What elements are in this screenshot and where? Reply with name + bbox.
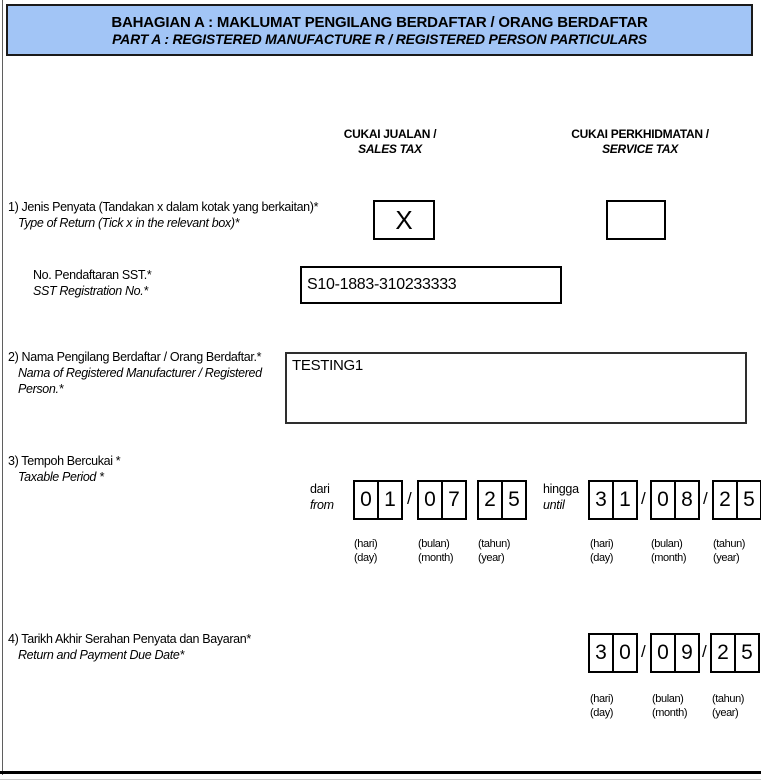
sst-number-label-malay: No. Pendaftaran SST.*	[33, 268, 152, 282]
period-until-month-digit-1[interactable]: 0	[657, 488, 669, 511]
q2-label-malay: 2) Nama Pengilang Berdaftar / Orang Berdaftar.*	[8, 350, 262, 364]
sst-number-label	[33, 267, 283, 299]
period-until-year-digit-1[interactable]: 2	[719, 488, 731, 511]
until-label-english: until	[543, 498, 565, 512]
period-until-month-field[interactable]	[650, 480, 700, 520]
period-from-day-digit-2[interactable]: 1	[377, 482, 401, 518]
part-a-title-malay: BAHAGIAN A : MAKLUMAT PENGILANG BERDAFTAR / ORANG BERDAFTAR	[111, 13, 648, 31]
form-bottom-border	[0, 771, 761, 774]
period-from-month-digit-2[interactable]: 7	[441, 482, 465, 518]
q3-label-malay: 3) Tempoh Bercukai *	[8, 454, 121, 468]
form-left-border	[2, 0, 3, 775]
period-until-day-digit-2[interactable]: 1	[612, 482, 636, 518]
until-month-year-separator: /	[703, 489, 708, 508]
from-label	[310, 481, 334, 513]
q2-label	[8, 349, 285, 397]
from-month-unit-label: (bulan) (month)	[418, 538, 454, 564]
until-label-malay: hingga	[543, 482, 579, 496]
period-until-month-digit-2[interactable]: 8	[674, 482, 698, 518]
sst-number-label-english: SST Registration No.*	[33, 284, 148, 298]
q3-label-english: Taxable Period *	[18, 470, 104, 484]
due-date-month-field[interactable]	[650, 633, 700, 673]
q4-label	[8, 631, 368, 663]
registered-name-field[interactable]	[285, 352, 747, 424]
q1-label-english: Type of Return (Tick x in the relevant box)*	[18, 216, 240, 230]
period-from-year-digit-2[interactable]: 5	[501, 482, 525, 518]
period-until-day-digit-1[interactable]: 3	[595, 488, 607, 511]
from-day-unit-label: (hari) (day)	[354, 538, 378, 564]
due-date-day-digit-2[interactable]: 0	[612, 635, 636, 671]
due-date-year-field[interactable]	[710, 633, 760, 673]
due-date-month-digit-1[interactable]: 0	[657, 641, 669, 664]
from-label-malay: dari	[310, 482, 330, 496]
period-from-year-digit-1[interactable]: 2	[484, 488, 496, 511]
part-a-title-english: PART A : REGISTERED MANUFACTURE R / REGISTERED PERSON PARTICULARS	[112, 30, 647, 47]
period-until-day-field[interactable]	[588, 480, 638, 520]
q1-label	[8, 199, 368, 231]
sales-tax-label-malay: CUKAI JUALAN /	[343, 127, 437, 141]
period-from-day-field[interactable]	[353, 480, 403, 520]
until-year-unit-label: (tahun) (year)	[713, 538, 746, 564]
until-label	[543, 481, 579, 513]
column-header-sales-tax	[310, 127, 470, 157]
column-header-service-tax	[548, 127, 732, 157]
due-date-day-field[interactable]	[588, 633, 638, 673]
period-from-year-field[interactable]	[477, 480, 527, 520]
sales-tax-return-checkbox-value: X	[395, 204, 413, 235]
service-tax-label-english: SERVICE TAX	[602, 142, 678, 156]
q1-label-malay: 1) Jenis Penyata (Tandakan x dalam kotak yang berkaitan)*	[8, 200, 319, 214]
from-year-unit-label: (tahun) (year)	[478, 538, 511, 564]
service-tax-label-malay: CUKAI PERKHIDMATAN /	[571, 127, 709, 141]
due-date-day-month-separator: /	[641, 642, 646, 661]
due-date-year-digit-2[interactable]: 5	[734, 635, 758, 671]
due-date-year-unit-label: (tahun) (year)	[712, 693, 745, 719]
period-until-year-digit-2[interactable]: 5	[736, 482, 760, 518]
due-date-month-digit-2[interactable]: 9	[674, 635, 698, 671]
period-from-day-digit-1[interactable]: 0	[360, 488, 372, 511]
period-from-month-field[interactable]	[417, 480, 467, 520]
sst-registration-number-value: S10-1883-310233333	[307, 276, 457, 293]
part-a-header	[6, 4, 753, 56]
service-tax-return-checkbox[interactable]	[606, 200, 666, 240]
period-from-month-digit-1[interactable]: 0	[424, 488, 436, 511]
due-date-month-year-separator: /	[702, 642, 707, 661]
sales-tax-return-checkbox[interactable]	[373, 200, 435, 240]
from-label-english: from	[310, 498, 334, 512]
q4-label-english: Return and Payment Due Date*	[18, 648, 184, 662]
due-date-day-unit-label: (hari) (day)	[590, 693, 614, 719]
due-date-month-unit-label: (bulan) (month)	[652, 693, 688, 719]
form-bottom-edge-line	[0, 779, 761, 780]
q4-label-malay: 4) Tarikh Akhir Serahan Penyata dan Bayaran*	[8, 632, 251, 646]
q2-label-english: Nama of Registered Manufacturer / Registered Person.*	[18, 366, 262, 396]
registered-name-value: TESTING1	[292, 357, 363, 374]
due-date-year-digit-1[interactable]: 2	[717, 641, 729, 664]
until-day-month-separator: /	[641, 489, 646, 508]
until-month-unit-label: (bulan) (month)	[651, 538, 687, 564]
q3-label	[8, 453, 258, 485]
sst-registration-number-field[interactable]	[300, 266, 562, 304]
from-day-month-separator: /	[407, 489, 412, 508]
until-day-unit-label: (hari) (day)	[590, 538, 614, 564]
sales-tax-label-english: SALES TAX	[358, 142, 422, 156]
due-date-day-digit-1[interactable]: 3	[595, 641, 607, 664]
period-until-year-field[interactable]	[712, 480, 761, 520]
